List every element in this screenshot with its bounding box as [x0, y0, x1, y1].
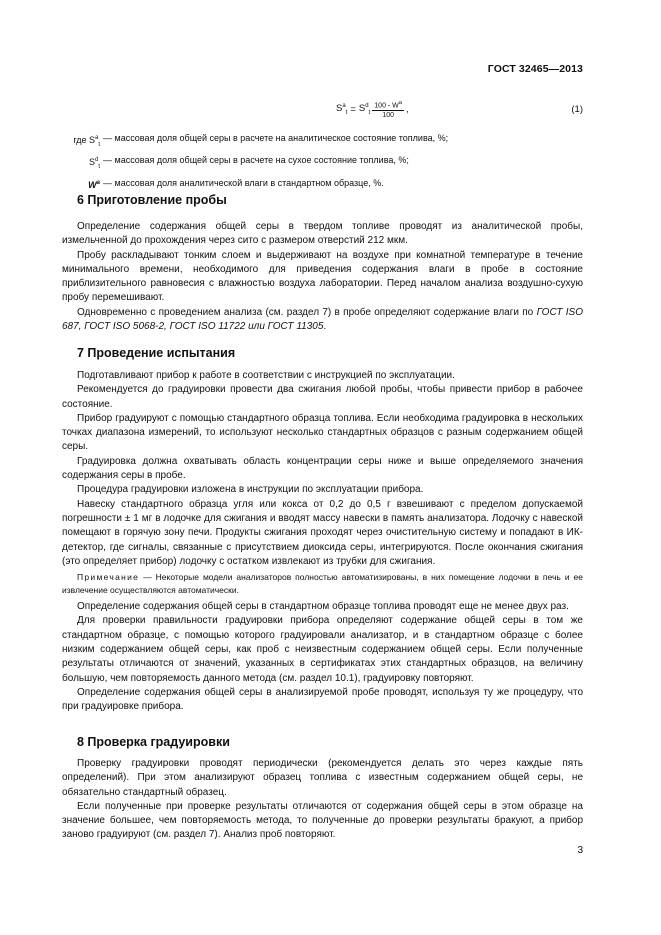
- paragraph: Прибор градуируют с помощью стандартного образца топлива. Если необходима градуировка в нескольких точках диапазона измерений, то используют несколько стандартных образцов с разным содержанием общей серы.: [62, 412, 583, 453]
- standard-header: ГОСТ 32465—2013: [487, 63, 583, 75]
- definition-symbol: где $S^a_t$: [73, 135, 100, 148]
- formula-equals: =: [350, 104, 356, 116]
- definition-symbol: $S^d_t$: [88, 157, 100, 171]
- formula-rhs: $S^d_t$: [358, 103, 371, 117]
- section-8-title: 8 Проверка градуировки: [77, 735, 230, 749]
- formula-definitions: [62, 131, 448, 193]
- paragraph: Рекомендуется до градуировки провести два сжигания любой пробы, чтобы привести прибор в рабочее состояние.: [62, 384, 583, 410]
- section-8-body: [62, 757, 583, 843]
- formula: [336, 100, 409, 119]
- equation-number: (1): [571, 104, 583, 115]
- formula-denominator: 100: [382, 112, 394, 120]
- paragraph: Навеску стандартного образца угля или кокса от 0,2 до 0,5 г взвешивают с пределом допускаемой погрешности ± 1 мг в лодочке для сжигания и вводят массу навески в память анализатора. Лодочку с навеской помещают в горячую зону печи. Продукты сжигания проходят через очистительную систему и попадают в ИК-детектор, где сигналы, связанные с присутствием диоксида серы, интегрируются. После окончания сжигания (это определяет прибор) лодочку с остатком извлекают из трубки для сжигания.: [62, 498, 583, 567]
- note-label: Примечание: [77, 572, 140, 583]
- definition-row: [62, 131, 448, 153]
- paragraph: Если полученные при проверке результаты отличаются от содержания общей серы в этом образце на значение большее, чем повторяемость метода, то полученные до проверки результаты бракуют, а прибор заново градуируют (см. раздел 7). Анализ проб повторяют.: [62, 800, 583, 841]
- page-number: 3: [577, 845, 583, 856]
- paragraph: Проверку градуировки проводят периодически (рекомендуется делать это через каждые пять определений). При этом анализируют образец топлива с известным содержанием общей серы, не обязательно стандартный образец.: [62, 758, 583, 798]
- definition-text: — массовая доля аналитической влаги в стандартном образце, %.: [103, 177, 384, 188]
- section-6-body: [62, 220, 583, 334]
- section-6-title: 6 Приготовление пробы: [77, 193, 227, 207]
- formula-row: [62, 98, 583, 126]
- paragraph: Определение содержания общей серы в твердом топливе проводят из аналитической пробы, измельченной до прохождения через сито с размером отверстий 212 мкм.: [62, 221, 583, 247]
- formula-numerator: $100 - W^a$: [374, 100, 403, 110]
- standards-references: ГОСТ ISO 687, ГОСТ ISO 5068-2, ГОСТ ISO 11722 или ГОСТ 11305: [62, 306, 583, 333]
- paragraph: Процедура градуировки изложена в инструкции по эксплуатации прибора.: [77, 484, 424, 496]
- definition-row: [62, 176, 448, 194]
- section-7-body: [62, 369, 583, 715]
- definition-row: [62, 153, 448, 175]
- formula-lhs: $S^a_t$: [336, 103, 348, 117]
- definition-text: — массовая доля общей серы в расчете на аналитическое состояние топлива, %;: [103, 133, 449, 143]
- paragraph: Подготавливают прибор к работе в соответствии с инструкцией по эксплуатации.: [77, 370, 455, 381]
- note-text: — Некоторые модели анализаторов полностью автоматизированы, в них помещение лодочки в печь и ее извлечение осуществляются автоматически.: [62, 572, 583, 596]
- formula-trailing: ,: [406, 104, 409, 116]
- paragraph: Определение содержания общей серы в стандартном образце топлива проводят еще не менее двух раз.: [77, 601, 569, 613]
- paragraph: Для проверки правильности градуировки прибора определяют содержание общей серы в том же стандартном образце, с помощью которого градуировали анализатор, и в стандартном образце с более низким содержанием общей серы, как проб с неизвестным содержанием общей серы. Если полученные результаты отличаются от значений, указанных в сертификатах этих стандартных образцов, на величину большую, чем повторяемость данного метода (см. раздел 10.1), градуировку повторяют.: [62, 615, 583, 684]
- definition-symbol: $W^a$: [88, 179, 100, 190]
- paragraph: Пробу раскладывают тонким слоем и выдерживают на воздухе при комнатной температуре в течение минимального времени, необходимого для приведения содержания влаги в пробе в состояние приблизительного равновесия с влажностью воздуха лаборатории. Перед началом анализа воздушно-сухую пробу перемешивают.: [62, 249, 583, 304]
- paragraph: Определение содержания общей серы в анализируемой пробе проводят, используя ту же процедуру, что при градуировке прибора.: [62, 686, 583, 713]
- definition-text: — массовая доля общей серы в расчете на сухое состояние топлива, %;: [103, 155, 409, 166]
- paragraph: Одновременно с проведением анализа (см. раздел 7) в пробе определяют содержание влаги по ГОСТ ISO 687, ГОСТ ISO 5068-2, ГОСТ ISO 11722 или ГОСТ 11305.: [62, 306, 583, 333]
- formula-fraction: [372, 100, 404, 119]
- note: [62, 571, 583, 597]
- section-7-title: 7 Проведение испытания: [77, 346, 236, 360]
- paragraph: Градуировка должна охватывать область концентрации серы ниже и выше определяемого значения содержания серы в пробе.: [62, 455, 583, 482]
